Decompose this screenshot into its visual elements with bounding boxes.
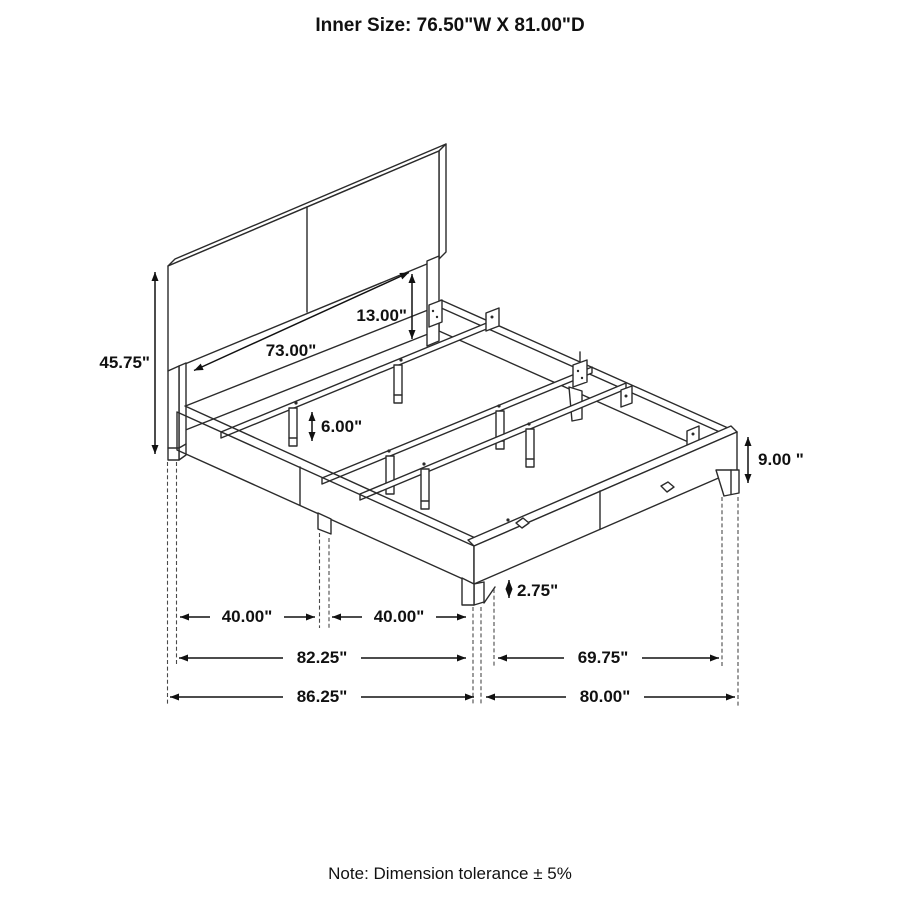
panel-to-rail-label: 13.00" [356, 306, 407, 325]
total-height-label: 45.75" [99, 353, 150, 372]
tolerance-note: Note: Dimension tolerance ± 5% [328, 864, 572, 883]
leg-span-left-label: 40.00" [221, 607, 273, 626]
side-outer-length-label: 86.25" [296, 687, 348, 706]
headboard-right-leg [427, 256, 439, 346]
footboard-front-face [474, 432, 737, 584]
rail-height-label: 9.00 " [758, 450, 804, 469]
foot-leg-height-label: 2.75" [517, 581, 559, 600]
front-foot-leg-side [474, 582, 484, 605]
slat-2 [322, 367, 592, 484]
side-inner-length-label: 82.25" [296, 648, 348, 667]
front-center-leg [318, 513, 331, 534]
headboard-right-edge [439, 144, 446, 259]
leg-span-right-label: 40.00" [373, 607, 425, 626]
right-foot-leg [716, 470, 739, 496]
foot-outer-width-label: 80.00" [579, 687, 631, 706]
footboard-rail [462, 426, 739, 605]
headboard-width-label: 73.00" [265, 341, 317, 360]
rail-hook-bracket [429, 300, 442, 327]
slat-2-bracket [573, 360, 587, 387]
foot-inner-width-label: 69.75" [577, 648, 629, 667]
slat-1-bracket [486, 308, 499, 331]
page-title: Inner Size: 76.50"W X 81.00"D [315, 15, 585, 36]
front-foot-leg [462, 578, 474, 605]
slat-3-legs [421, 429, 534, 509]
slat-leg-height-label: 6.00" [321, 417, 363, 436]
bed-drawing [168, 144, 739, 605]
